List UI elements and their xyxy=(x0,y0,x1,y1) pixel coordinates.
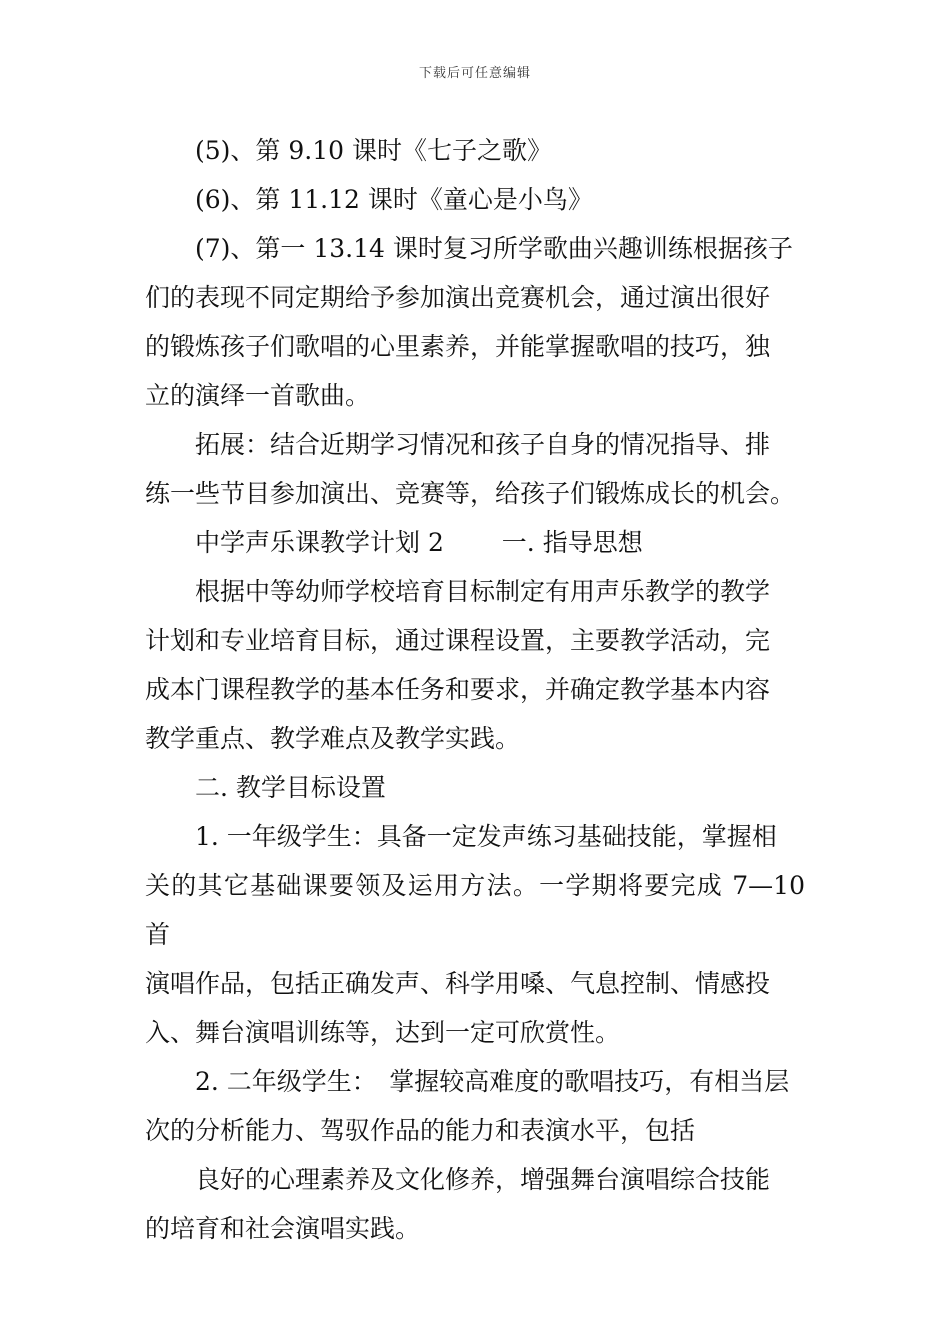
text-line: 2. 二年级学生： 掌握较高难度的歌唱技巧，有相当层 xyxy=(145,1067,790,1096)
text-line: 计划和专业培育目标，通过课程设置，主要教学活动，完 xyxy=(145,626,771,655)
text-line: 们的表现不同定期给予参加演出竞赛机会，通过演出很好 xyxy=(145,283,771,312)
text-line: (6)、第 11.12 课时《童心是小鸟》 xyxy=(145,185,593,214)
text-line: 入、舞台演唱训练等，达到一定可欣赏性。 xyxy=(145,1018,621,1047)
text-line: 教学重点、教学难点及教学实践。 xyxy=(145,724,521,753)
text-line: 的锻炼孩子们歌唱的心里素养，并能掌握歌唱的技巧，独 xyxy=(145,332,771,361)
text-line: 拓展：结合近期学习情况和孩子自身的情况指导、排 xyxy=(145,430,771,459)
text-line: 练一些节目参加演出、竞赛等，给孩子们锻炼成长的机会。 xyxy=(145,479,796,508)
text-line: 演唱作品，包括正确发声、科学用嗓、气息控制、情感投 xyxy=(145,969,771,998)
text-line: 良好的心理素养及文化修养，增强舞台演唱综合技能 xyxy=(145,1165,771,1194)
text-line: (5)、第 9.10 课时《七子之歌》 xyxy=(145,136,552,165)
text-line: 的培育和社会演唱实践。 xyxy=(145,1214,421,1243)
text-line: 中学声乐课教学计划 2 一. 指导思想 xyxy=(145,528,643,557)
text-line: 立的演绎一首歌曲。 xyxy=(145,381,371,410)
text-line: (7)、第一 13.14 课时复习所学歌曲兴趣训练根据孩子 xyxy=(145,234,793,263)
text-line: 成本门课程教学的基本任务和要求，并确定教学基本内容 xyxy=(145,675,771,704)
page-header: 下载后可任意编辑 xyxy=(418,66,531,81)
text-line: 关的其它基础课要领及运用方法。一学期将要完成 7—10 首 xyxy=(145,871,813,949)
text-line: 次的分析能力、驾驭作品的能力和表演水平，包括 xyxy=(145,1116,696,1145)
document-body xyxy=(145,126,813,1253)
text-line: 1. 一年级学生：具备一定发声练习基础技能，掌握相 xyxy=(145,822,777,851)
text-line: 二. 教学目标设置 xyxy=(145,773,386,802)
text-line: 根据中等幼师学校培育目标制定有用声乐教学的教学 xyxy=(145,577,771,606)
